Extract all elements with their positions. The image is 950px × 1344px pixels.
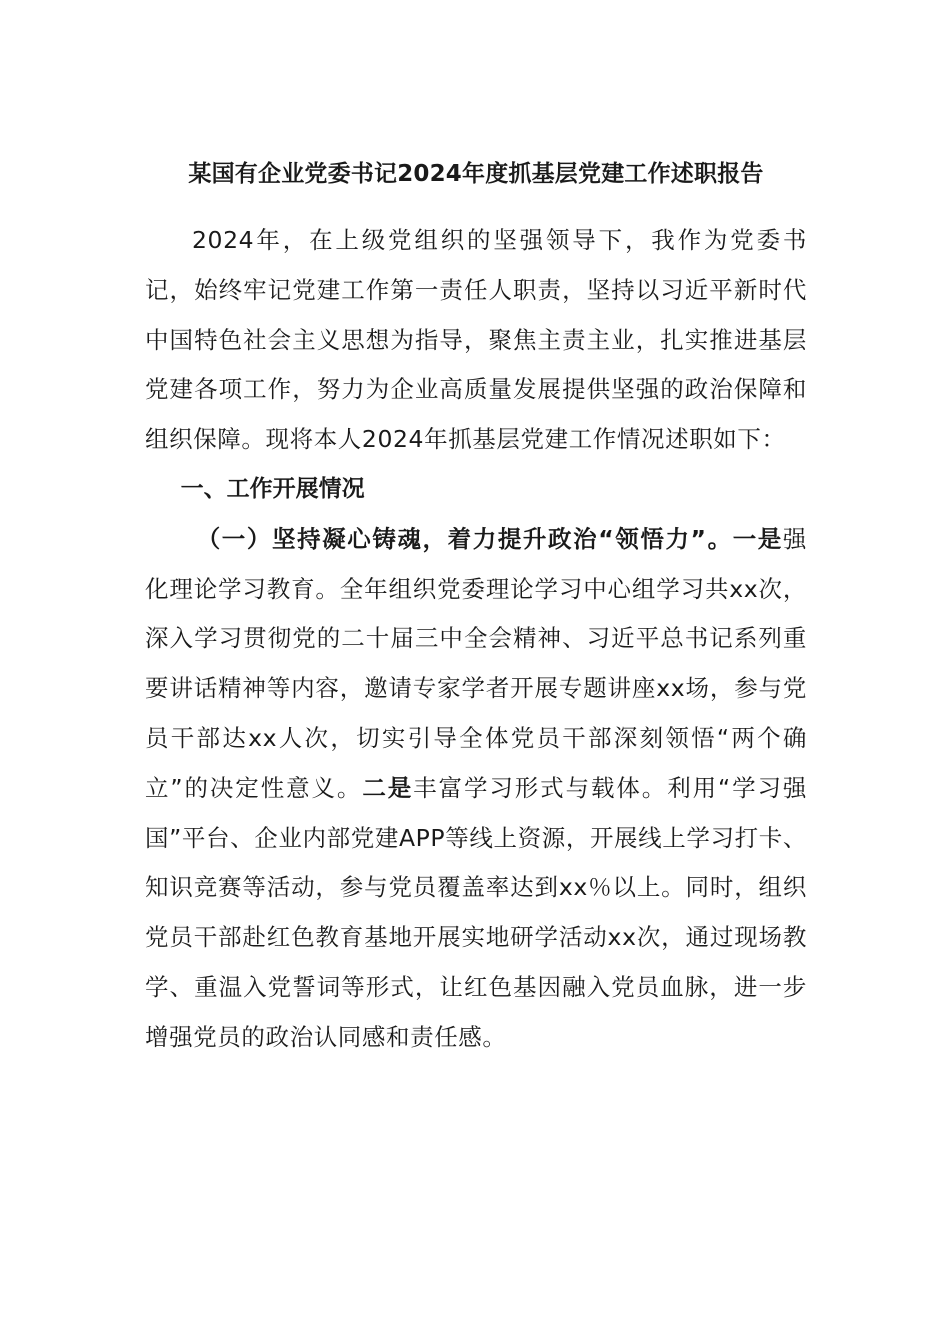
subsection-paragraph-1 bbox=[145, 515, 807, 1063]
point-marker-1: 一是 bbox=[732, 524, 783, 553]
document-title: 某国有企业党委书记2024年度抓基层党建工作述职报告 bbox=[188, 161, 764, 187]
document-body bbox=[145, 150, 807, 1063]
point-text-2: 丰富学习形式与载体。利用“学习强国”平台、企业内部党建APP等线上资源，开展线上学习打卡、知识竞赛等活动，参与党员覆盖率达到xx％以上。同时，组织党员干部赴红色教育基地开展实地研学活动xx次，通过现场教学、重温入党誓词等形式，让红色基因融入党员血脉，进一步增强党员的政治认同感和责任感。 bbox=[145, 773, 807, 1051]
point-marker-2: 二是 bbox=[362, 773, 414, 802]
point-text-1: 强化理论学习教育。全年组织党委理论学习中心组学习共xx次，深入学习贯彻党的二十届三中全会精神、习近平总书记系列重要讲话精神等内容，邀请专家学者开展专题讲座xx场，参与党员干部达xx人次，切实引导全体党员干部深刻领悟“两个确立”的决定性意义。 bbox=[145, 524, 808, 802]
subsection-lead: （一）坚持凝心铸魂，着力提升政治“领悟力”。 bbox=[196, 524, 733, 553]
intro-paragraph: 2024年，在上级党组织的坚强领导下，我作为党委书记，始终牢记党建工作第一责任人职责，坚持以习近平新时代中国特色社会主义思想为指导，聚焦主责主业，扎实推进基层党建各项工作，努力为企业高质量发展提供坚强的政治保障和组织保障。现将本人2024年抓基层党建工作情况述职如下： bbox=[145, 226, 807, 454]
section-heading-1: 一、工作开展情况 bbox=[180, 475, 365, 502]
